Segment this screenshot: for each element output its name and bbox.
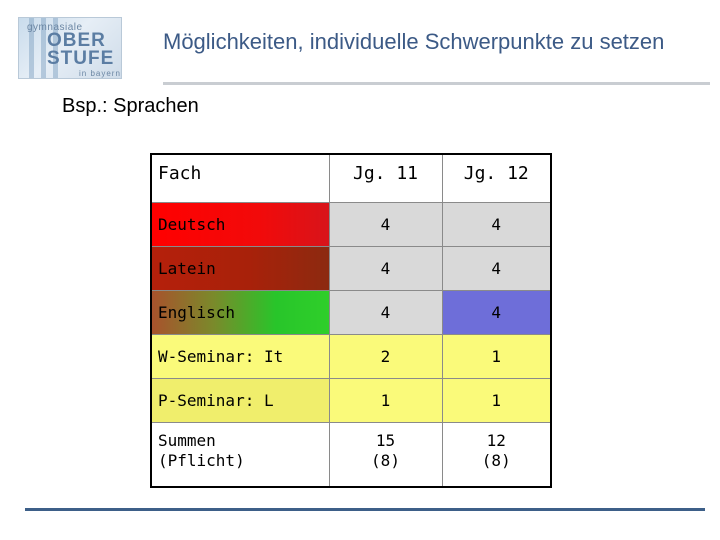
cell-fach: P-Seminar: L [151,378,329,422]
table-row [151,290,551,334]
page-title: Möglichkeiten, individuelle Schwerpunkte zu setzen [163,29,665,54]
header-jg12: Jg. 12 [442,154,551,202]
table-header-row [151,154,551,202]
cell-jg12: 4 [442,290,551,334]
summen-jg12-line2: (8) [481,450,511,470]
cell-jg11: 4 [329,202,442,246]
cell-jg11: 2 [329,334,442,378]
cell-jg12: 4 [442,246,551,290]
table-row [151,334,551,378]
title-divider [163,82,710,85]
logo-text-stufe: STUFE [47,48,115,69]
cell-fach: Englisch [151,290,329,334]
cell-jg11: 1 [329,378,442,422]
table-row-summen [151,422,551,487]
logo-text-ober: OBER [47,30,106,51]
table-row [151,246,551,290]
cell-summen-jg12 [442,422,551,487]
cell-jg12: 4 [442,202,551,246]
cell-jg12: 1 [442,334,551,378]
logo-text-gymnasiale: gymnasiale [27,22,83,33]
subject-table [150,153,552,488]
summen-label-line2: (Pflicht) [158,450,245,470]
table-row [151,202,551,246]
cell-fach: W-Seminar: It [151,334,329,378]
footer-divider [25,508,705,511]
cell-fach: Latein [151,246,329,290]
summen-jg11-line1: 15 [375,430,396,450]
header-fach: Fach [151,154,329,202]
subtitle: Bsp.: Sprachen [62,95,199,117]
cell-jg11: 4 [329,290,442,334]
logo-text-in-bayern: in bayern [79,69,121,78]
cell-fach: Deutsch [151,202,329,246]
logo [18,17,122,79]
cell-jg12: 1 [442,378,551,422]
table-row [151,378,551,422]
summen-jg12-line1: 12 [486,430,506,450]
cell-jg11: 4 [329,246,442,290]
cell-summen-jg11 [329,422,442,487]
summen-label-line1: Summen [158,430,216,450]
header-jg11: Jg. 11 [329,154,442,202]
summen-jg11-line2: (8) [371,450,400,470]
cell-summen-label [151,422,329,487]
